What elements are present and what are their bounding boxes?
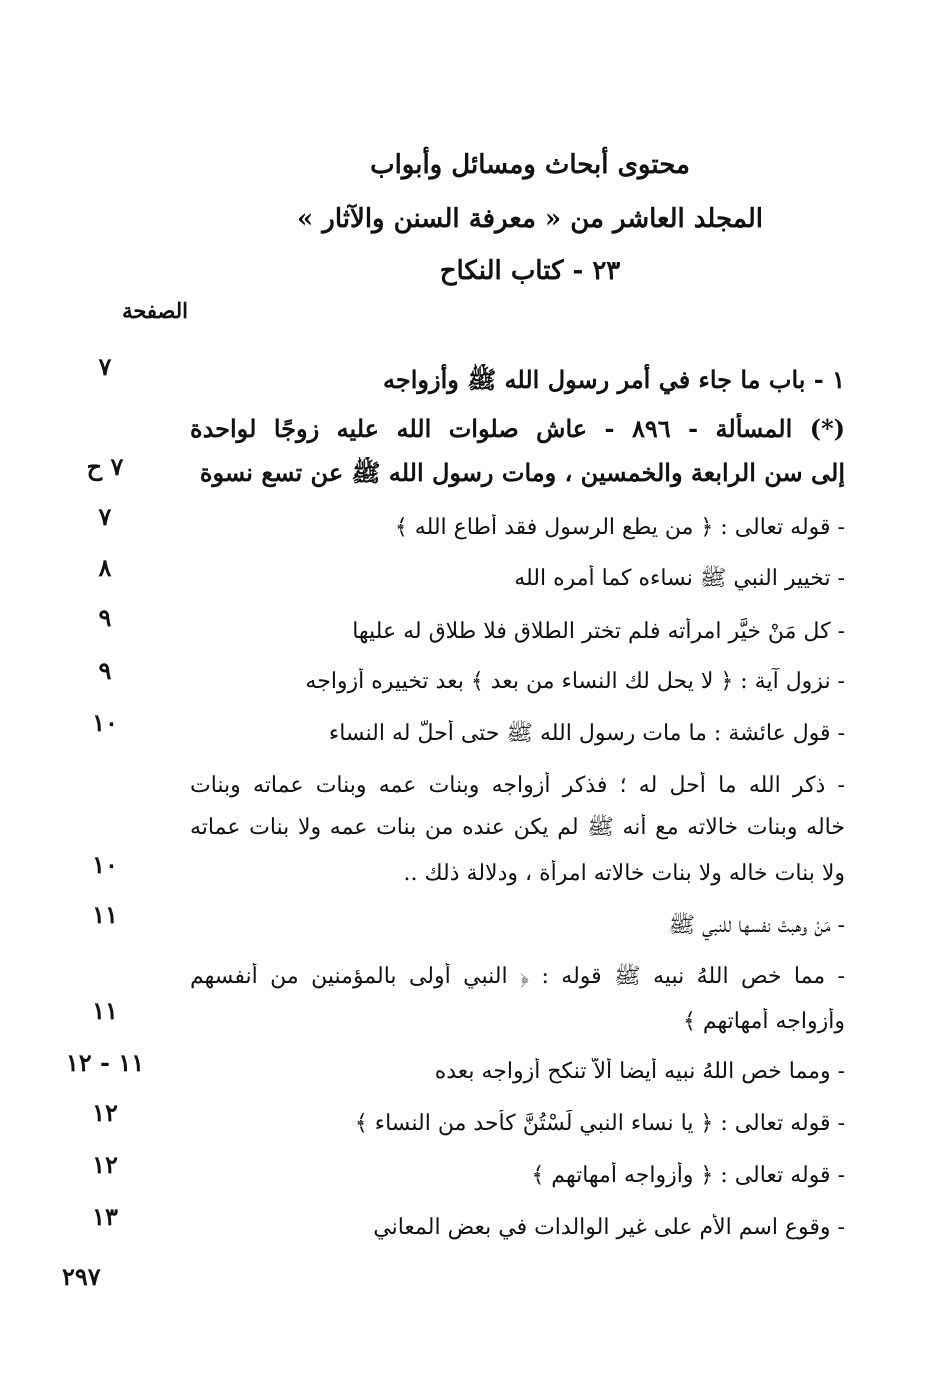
page-folio-number: ٢٩٧: [62, 1262, 101, 1291]
header-line-1: محتوى أبحاث ومسائل وأبواب: [370, 150, 690, 180]
entry-line: - مما خص اللهُ نبيه ﷺ قوله : ﴿ النبي أولى بالمؤمنين من أنفسهم: [190, 964, 845, 989]
entry-line: - ومما خص اللهُ نبيه أيضا ألاّ تنكح أزواجه بعده: [434, 1059, 845, 1084]
entry-page-number: ١٢: [92, 1150, 118, 1179]
entry-line: - مَنْ وهبتْ نفسها للنبي ﷺ: [668, 913, 845, 938]
entry-line: - تخيير النبي ﷺ نساءه كما أمره الله: [514, 566, 845, 591]
entry-page-number: ٩: [98, 603, 112, 632]
entry-page-number: ٧ ح: [86, 452, 124, 481]
entry-line: - كل مَنْ خيَّر امرأته فلم تختر الطلاق فلا طلاق له عليها: [352, 619, 845, 644]
entry-line: خاله وبنات خالاته مع أنه ﷺ لم يكن عنده من بنات عمه ولا بنات عماته: [190, 815, 845, 840]
entry-line: - قول عائشة : ما مات رسول الله ﷺ حتى أحلّ له النساء: [328, 721, 845, 746]
entry-line: - قوله تعالى : ﴿ من يطع الرسول فقد أطاع الله ﴾: [394, 515, 845, 540]
entry-page-number: ١١ - ١٢: [65, 1048, 145, 1077]
entry-line: وأزواجه أمهاتهم ﴾: [682, 1009, 845, 1034]
entry-line: - وقوع اسم الأم على غير الوالدات في بعض المعاني: [373, 1215, 845, 1240]
entry-line: - قوله تعالى : ﴿ وأزواجه أمهاتهم ﴾: [531, 1163, 845, 1188]
entry-page-number: ١٠: [92, 708, 118, 737]
header-line-3: ٢٣ - كتاب النكاح: [439, 256, 621, 286]
entry-page-number: ١٢: [92, 1098, 118, 1127]
entry-page-number: ١٠: [92, 850, 118, 879]
entry-line: - نزول آية : ﴿ لا يحل لك النساء من بعد ﴾ بعد تخييره أزواجه: [305, 669, 845, 694]
entry-page-number: ١١: [92, 900, 118, 929]
entry-line: - قوله تعالى : ﴿ يا نساء النبي لَسْتُنَّ كأحد من النساء ﴾: [354, 1111, 845, 1136]
entry-page-number: ١٣: [92, 1202, 118, 1231]
entry-page-number: ٩: [98, 656, 112, 685]
entry-page-number: ٧: [98, 502, 112, 531]
entry-line: إلى سن الرابعة والخمسين ، ومات رسول الله ﷺ عن تسع نسوة: [199, 458, 845, 487]
header-line-2: المجلد العاشر من « معرفة السنن والآثار »: [296, 204, 764, 234]
entry-page-number: ١١: [92, 996, 118, 1025]
entry-page-number: ٧: [98, 352, 112, 381]
chapter-heading: ١ - باب ما جاء في أمر رسول الله ﷺ وأزواجه: [383, 365, 845, 394]
entry-line: - ذكر الله ما أحل له ؛ فذكر أزواجه وبنات عمه وبنات عماته وبنات: [190, 773, 845, 798]
page-column-label: الصفحة: [122, 298, 188, 323]
entry-line: ولا بنات خاله ولا بنات خالاته امرأة ، ودلالة ذلك ..: [403, 861, 845, 886]
entry-page-number: ٨: [98, 553, 112, 582]
entry-line: (*) المسألة - ٨٩٦ - عاش صلوات الله عليه زوجًا لواحدة: [190, 414, 845, 443]
